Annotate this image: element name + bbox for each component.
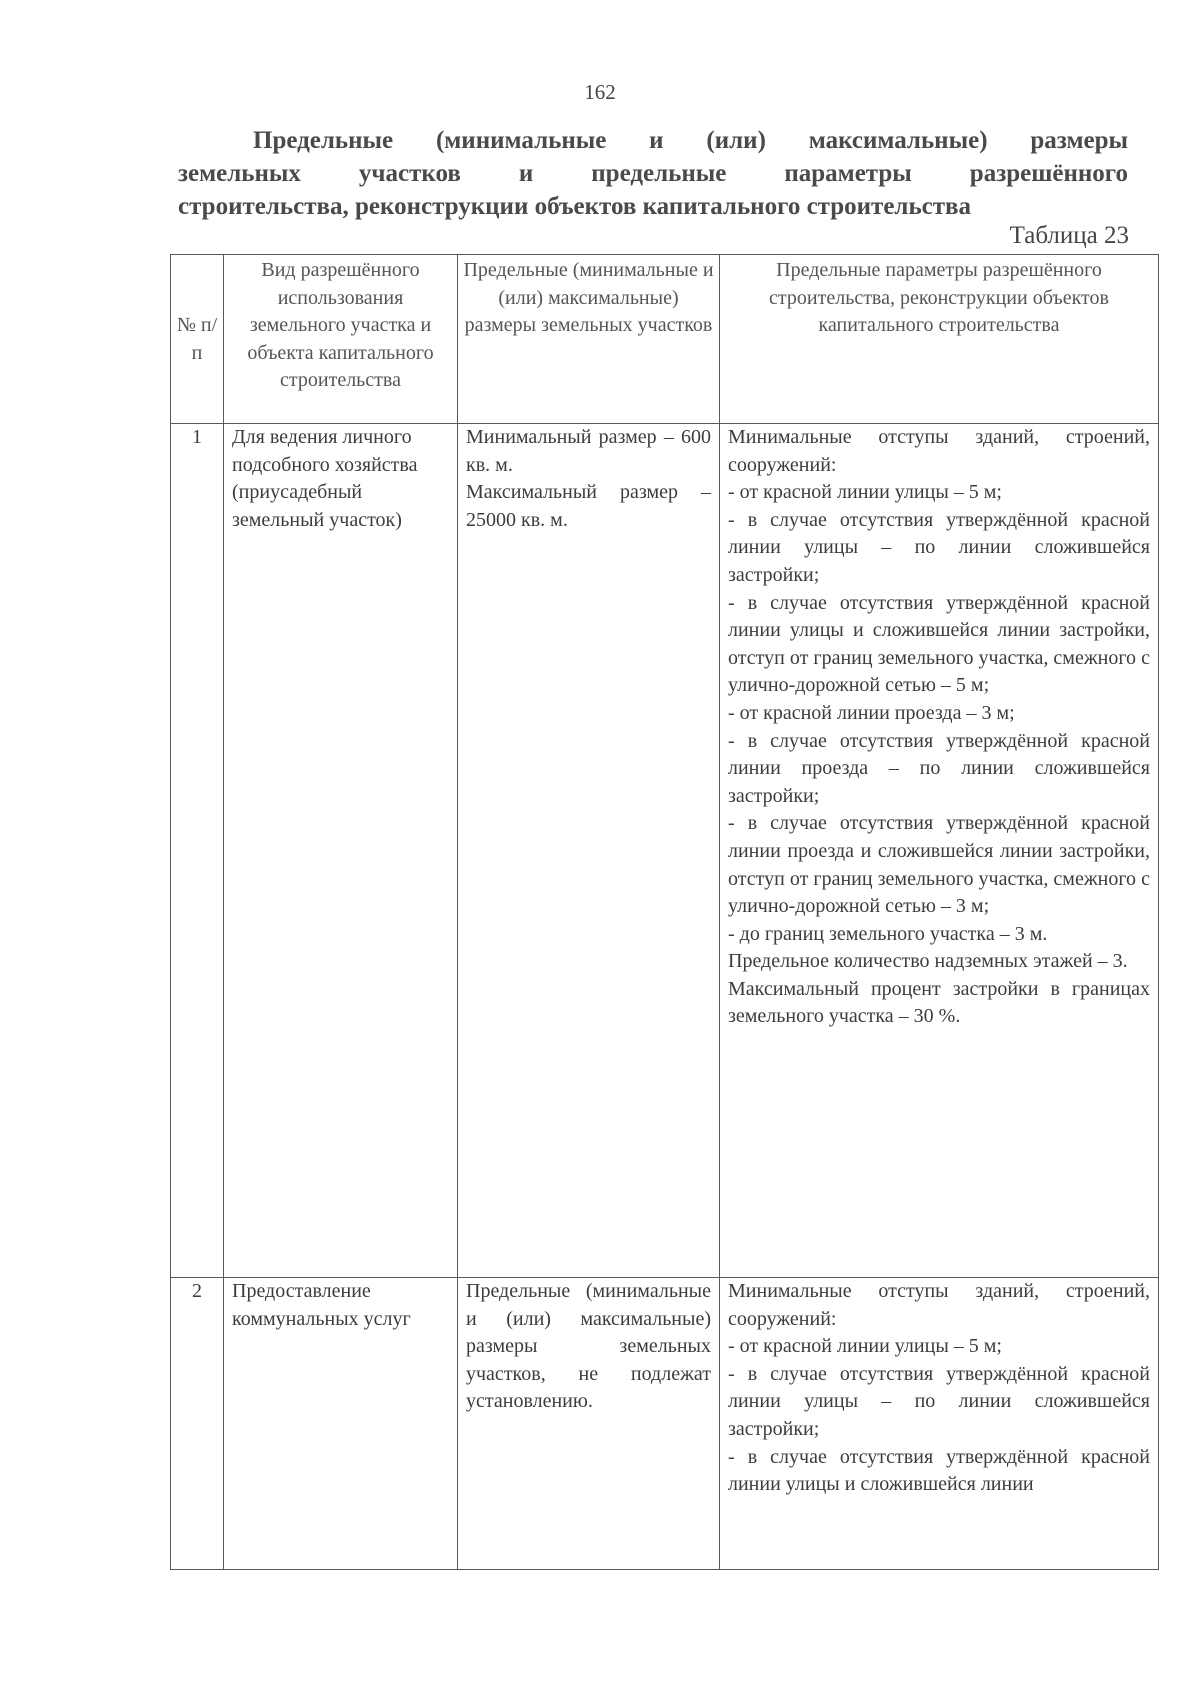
page-number: 162 <box>584 80 616 104</box>
param-line: - от красной линии улицы – 5 м; <box>728 481 1002 504</box>
row-construction-params <box>720 424 1159 1278</box>
row-plot-size <box>458 1278 720 1570</box>
param-line: - до границ земельного участка – 3 м. <box>728 922 1048 945</box>
table-row <box>171 1278 1159 1570</box>
title-line-1: Предельные (минимальные и (или) максимальные) размеры <box>253 127 1128 154</box>
param-line: - от красной линии проезда – 3 м; <box>728 701 1015 724</box>
table-header-row <box>171 255 1159 424</box>
header-construction-params: Предельные параметры разрешённого строительства, реконструкции объектов капитального строительства <box>720 255 1159 424</box>
header-number: № п/п <box>171 255 224 424</box>
row-use-type: Предоставление коммунальных услуг <box>224 1278 458 1570</box>
title-line-2: земельных участков и предельные параметры разрешённого <box>178 160 1128 187</box>
title-line-3: строительства, реконструкции объектов капитального строительства <box>178 193 972 220</box>
header-plot-size: Предельные (минимальные и (или) максимальные) размеры земельных участков <box>458 255 720 424</box>
header-use-type: Вид разрешённого использования земельного участка и объекта капитального строительства <box>224 255 458 424</box>
param-line: - в случае отсутствия утверждённой красной линии улицы и сложившейся линии <box>728 1445 1150 1496</box>
document-title <box>178 124 1128 223</box>
param-line: Максимальный процент застройки в границах земельного участка – 30 %. <box>728 977 1150 1028</box>
param-line: Минимальные отступы зданий, строений, сооружений: <box>728 426 1150 476</box>
param-line: Предельное количество надземных этажей – 3. <box>728 950 1128 973</box>
row-construction-params <box>720 1278 1159 1570</box>
size-line: Минимальный размер – 600 кв. м. <box>466 426 711 476</box>
param-line: - в случае отсутствия утверждённой красной линии улицы и сложившейся линии застройки, отступ от границ земельного участка, смежного с улично-дорожной сетью – 5 м; <box>728 591 1150 697</box>
row-number: 2 <box>171 1278 224 1570</box>
param-line: - в случае отсутствия утверждённой красной линии проезда и сложившейся линии застройки, отступ от границ земельного участка, смежного с улично-дорожной сетью – 3 м; <box>728 812 1150 918</box>
row-number: 1 <box>171 424 224 1278</box>
param-line: - в случае отсутствия утверждённой красной линии проезда – по линии сложившейся застройки; <box>728 729 1150 807</box>
param-line: Минимальные отступы зданий, строений, сооружений: <box>728 1280 1150 1330</box>
size-line: Предельные (минимальные и (или) максимальные) размеры земельных участков, не подлежат установлению. <box>466 1280 711 1413</box>
param-line: - в случае отсутствия утверждённой красной линии улицы – по линии сложившейся застройки; <box>728 508 1150 586</box>
table-row <box>171 424 1159 1278</box>
param-line: - в случае отсутствия утверждённой красной линии улицы – по линии сложившейся застройки; <box>728 1362 1150 1440</box>
regulations-table <box>170 254 1159 1570</box>
table-caption: Таблица 23 <box>1009 222 1129 249</box>
row-use-type: Для ведения личного подсобного хозяйства (приусадебный земельный участок) <box>224 424 458 1278</box>
row-plot-size <box>458 424 720 1278</box>
size-line: Максимальный размер – 25000 кв. м. <box>466 481 711 531</box>
param-line: - от красной линии улицы – 5 м; <box>728 1335 1002 1358</box>
